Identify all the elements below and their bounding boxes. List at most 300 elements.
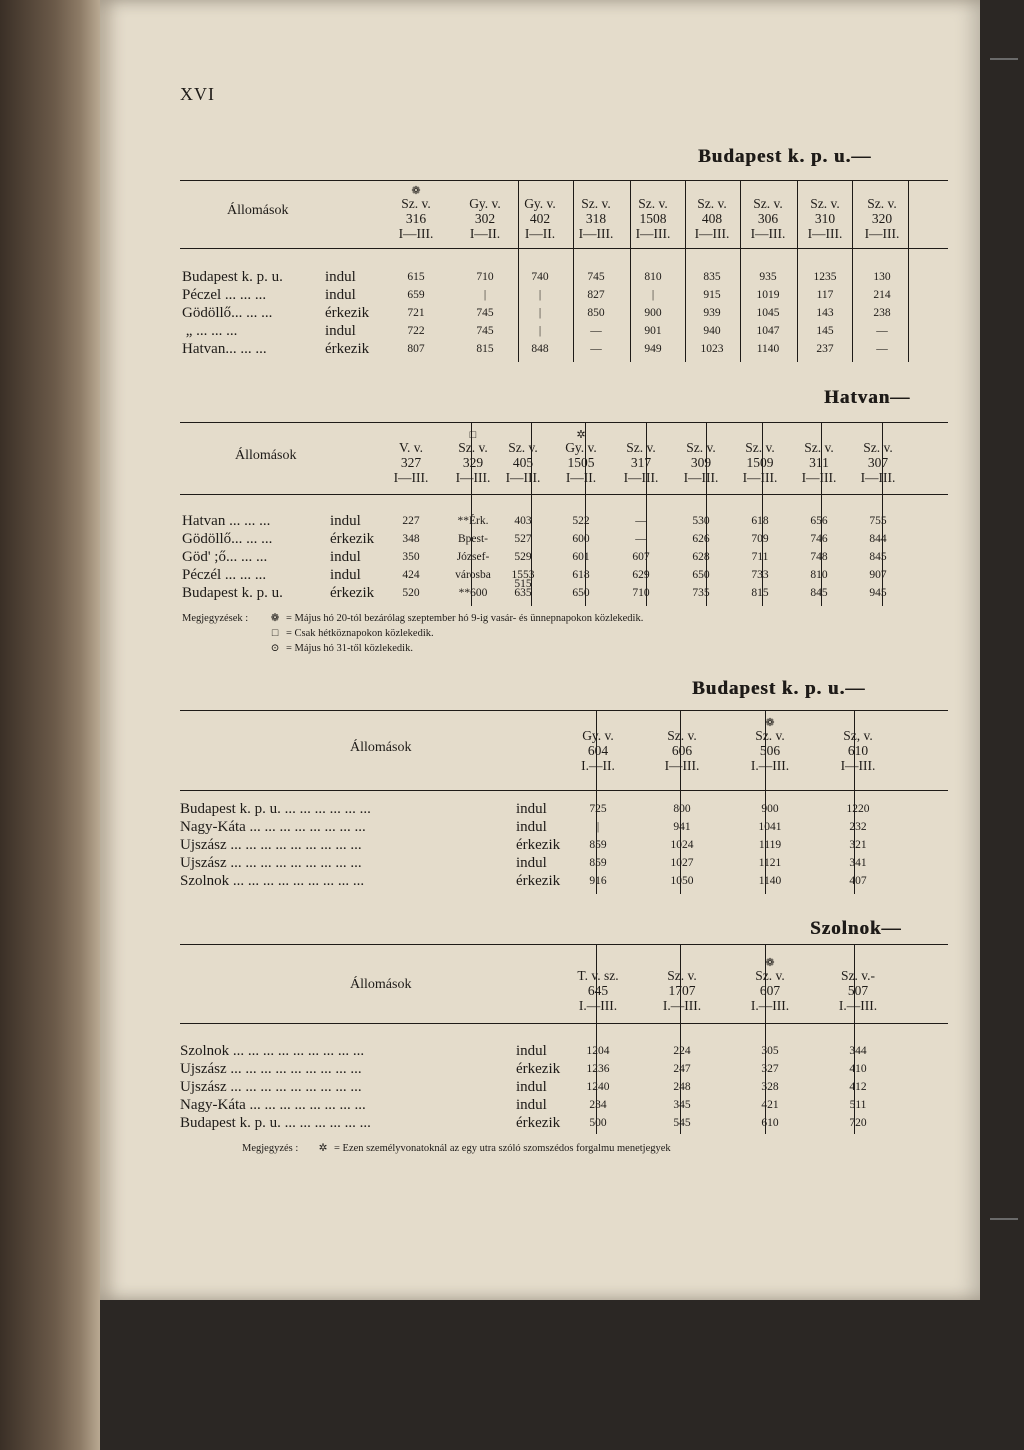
footnote-text: = Csak hétköznapokon közlekedik. (286, 628, 434, 639)
train-number: 320 (871, 211, 893, 226)
train-column-header (797, 186, 853, 241)
time-cell: 755 (869, 515, 887, 527)
page-number: XVI (180, 84, 215, 104)
train-number: 507 (847, 983, 869, 998)
stations-header: Állomások (350, 740, 412, 755)
station-action: indul (516, 819, 547, 835)
time-cell: 709 (751, 533, 769, 545)
time-cell: 421 (761, 1099, 779, 1111)
station-action: indul (516, 855, 547, 871)
station-action: érkezik (325, 305, 370, 321)
train-mark (823, 718, 893, 728)
train-class: I—III. (393, 470, 429, 485)
time-cell: 659 (407, 289, 425, 301)
time-cell: 740 (531, 271, 549, 283)
train-column-header (612, 430, 670, 485)
station-name: „ ... ... ... (182, 323, 238, 339)
time-cell: 915 (703, 289, 721, 301)
train-class: I—III. (664, 758, 700, 773)
station-name: Hatvan ... ... ... (182, 513, 271, 529)
time-cell: 835 (703, 271, 721, 283)
footnote-text: = Május hó 20-tól bezárólag szeptember hó 9-ig vasár- és ünnepnapokon közlekedik. (286, 613, 644, 624)
footnote-label: Megjegyzés : (242, 1143, 299, 1154)
time-cell: 745 (476, 307, 494, 319)
footnote-symbol-icon: ⊙ (270, 643, 280, 654)
station-name: Ujszász ... ... ... ... ... ... ... ... ... (180, 855, 362, 871)
station-name: Budapest k. p. u. (182, 585, 283, 601)
page-edge-mark (990, 58, 1018, 60)
train-column-header (823, 718, 893, 773)
train-column-header (568, 186, 624, 241)
time-cell: 344 (849, 1045, 867, 1057)
time-cell: 650 (572, 587, 590, 599)
train-number: 610 (847, 743, 869, 758)
station-name: Szolnok ... ... ... ... ... ... ... ... ... (180, 873, 365, 889)
station-action: indul (516, 1079, 547, 1095)
time-cell: — (876, 343, 888, 355)
time-cell: 529 (514, 551, 532, 563)
train-number: 302 (474, 211, 496, 226)
train-mark (740, 186, 796, 196)
time-cell: 403 (514, 515, 532, 527)
time-cell: 810 (644, 271, 662, 283)
footnote (182, 642, 413, 656)
time-cell: 941 (673, 821, 691, 833)
time-cell: 1220 (846, 803, 870, 815)
train-number: 1509 (746, 455, 774, 470)
train-class: I—III. (683, 470, 719, 485)
route-title: Budapest k. p. u.— (692, 678, 866, 699)
train-column-header (672, 430, 730, 485)
station-action: érkezik (330, 585, 375, 601)
time-cell: 827 (587, 289, 605, 301)
time-cell: 345 (673, 1099, 691, 1111)
train-mark (647, 958, 717, 968)
train-mark (797, 186, 853, 196)
time-cell: — (635, 515, 647, 527)
footnote-symbol-icon: □ (271, 628, 279, 639)
train-type: Gy. v. (469, 196, 501, 211)
train-column-header (552, 430, 610, 485)
table-rule (180, 944, 948, 945)
station-name: Péczel ... ... ... (182, 287, 267, 303)
train-type: Sz. v. (626, 440, 656, 455)
station-action: érkezik (330, 531, 375, 547)
train-class: I—II. (565, 470, 597, 485)
footnote-text: = Ezen személyvonatoknál az egy utra szóló szomszédos forgalmu menetjegyek (334, 1143, 671, 1154)
train-column-header (647, 958, 717, 1013)
table-rule (180, 248, 948, 249)
time-cell: 305 (761, 1045, 779, 1057)
time-cell: — (635, 533, 647, 545)
time-cell: 745 (476, 325, 494, 337)
time-cell: 117 (816, 289, 834, 301)
train-column-header (849, 430, 907, 485)
train-mark: ❁ (411, 185, 421, 197)
train-mark (512, 186, 568, 196)
time-cell: 945 (869, 587, 887, 599)
table-rule (180, 1023, 948, 1024)
time-cell: 600 (572, 533, 590, 545)
train-number: 327 (400, 455, 422, 470)
time-cell: 907 (869, 569, 887, 581)
time-cell: 800 (673, 803, 691, 815)
time-cell: 348 (402, 533, 420, 545)
timetable-page (100, 0, 980, 1300)
station-action: indul (325, 323, 356, 339)
train-column-header (457, 186, 513, 241)
time-cell: 735 (692, 587, 710, 599)
train-type: Sz. v. (458, 440, 488, 455)
train-number: 402 (529, 211, 551, 226)
time-cell: **600 (458, 587, 488, 599)
station-action: indul (516, 1043, 547, 1059)
time-cell: 350 (402, 551, 420, 563)
train-type: Sz. v. (755, 728, 785, 743)
train-type: Sz. v. (810, 196, 840, 211)
train-class: I—III. (505, 470, 541, 485)
station-name: Szolnok ... ... ... ... ... ... ... ... ... (180, 1043, 365, 1059)
train-class: I—III. (840, 758, 876, 773)
time-cell: 1204 (586, 1045, 610, 1057)
train-column-header (740, 186, 796, 241)
train-mark: □ (469, 429, 477, 441)
train-type: Sz. v. (745, 440, 775, 455)
train-mark: ❁ (765, 957, 775, 969)
train-type: Sz. v. (638, 196, 668, 211)
train-mark (612, 430, 670, 440)
time-cell: 656 (810, 515, 828, 527)
train-type: Sz. v. (867, 196, 897, 211)
time-cell: 618 (751, 515, 769, 527)
footnote-symbol-icon: ✲ (318, 1143, 328, 1154)
train-column-header (494, 430, 552, 485)
time-cell: 511 (849, 1099, 867, 1111)
stations-header: Állomások (235, 448, 297, 463)
station-action: indul (330, 513, 361, 529)
time-cell: — (590, 325, 602, 337)
time-cell: 545 (673, 1117, 691, 1129)
time-cell: 721 (407, 307, 425, 319)
table-rule (180, 790, 948, 791)
train-mark (854, 186, 910, 196)
time-cell: 720 (849, 1117, 867, 1129)
train-type: Sz. v. (667, 728, 697, 743)
time-cell: 1140 (758, 875, 782, 887)
time-cell: 610 (761, 1117, 779, 1129)
station-action: indul (516, 1097, 547, 1113)
time-cell: 1023 (700, 343, 724, 355)
station-name: Budapest k. p. u. (182, 269, 283, 285)
time-cell: 725 (589, 803, 607, 815)
train-type: Gy. v. (565, 440, 597, 455)
train-number: 316 (405, 211, 427, 226)
time-cell: 227 (402, 515, 420, 527)
train-column-header (684, 186, 740, 241)
train-class: I—III. (807, 226, 843, 241)
train-type: Sz. v. (755, 968, 785, 983)
train-mark: ❁ (765, 717, 775, 729)
train-mark (625, 186, 681, 196)
table-rule (180, 180, 948, 181)
time-cell: 145 (816, 325, 834, 337)
page-edge-mark (990, 1218, 1018, 1220)
time-cell: 710 (632, 587, 650, 599)
station-name: Gödöllő... ... ... (182, 531, 273, 547)
time-cell: 940 (703, 325, 721, 337)
station-name: Budapest k. p. u. ... ... ... ... ... ... (180, 1115, 371, 1131)
route-title: Szolnok— (810, 918, 902, 939)
time-cell: 247 (673, 1063, 691, 1075)
train-type: Sz. v.- (841, 968, 875, 983)
time-cell: 500 (589, 1117, 607, 1129)
train-mark (494, 430, 552, 440)
train-class: I.—III. (750, 998, 790, 1013)
time-cell: 900 (761, 803, 779, 815)
train-type: Sz. v. (804, 440, 834, 455)
station-name: Ujszász ... ... ... ... ... ... ... ... ... (180, 1079, 362, 1095)
time-cell: 748 (810, 551, 828, 563)
time-cell: 232 (849, 821, 867, 833)
station-action: indul (330, 567, 361, 583)
time-cell: 341 (849, 857, 867, 869)
train-mark (563, 958, 633, 968)
train-type: Gy. v. (582, 728, 614, 743)
footnote (182, 627, 434, 641)
time-cell: — (590, 343, 602, 355)
time-cell: 1019 (756, 289, 780, 301)
station-name: Nagy-Káta ... ... ... ... ... ... ... ... (180, 1097, 366, 1113)
time-cell: 601 (572, 551, 590, 563)
station-action: indul (516, 801, 547, 817)
route-title: Budapest k. p. u.— (698, 146, 872, 167)
train-mark (647, 718, 717, 728)
footnote-label: Megjegyzések : (182, 613, 249, 624)
train-mark (563, 718, 633, 728)
train-number: 405 (512, 455, 534, 470)
time-cell: 143 (816, 307, 834, 319)
footnote-symbol-icon: ❁ (270, 613, 280, 624)
time-cell: 412 (849, 1081, 867, 1093)
train-class: I—III. (864, 226, 900, 241)
train-type: V. v. (398, 440, 423, 455)
table-rule (180, 710, 948, 711)
time-cell: 815 (476, 343, 494, 355)
time-cell: 949 (644, 343, 662, 355)
station-name: Péczél ... ... ... (182, 567, 267, 583)
train-number: 1505 (567, 455, 595, 470)
train-number: 408 (701, 211, 723, 226)
train-number: 645 (587, 983, 609, 998)
time-cell: | (538, 325, 542, 337)
train-column-header (731, 430, 789, 485)
station-name: Budapest k. p. u. ... ... ... ... ... ... (180, 801, 371, 817)
footnote (182, 612, 643, 626)
train-class: I—II. (469, 226, 501, 241)
time-cell: 1027 (670, 857, 694, 869)
time-cell: — (876, 325, 888, 337)
stations-header: Állomások (350, 976, 412, 992)
train-mark (823, 958, 893, 968)
time-cell: 1140 (756, 343, 780, 355)
train-mark (684, 186, 740, 196)
time-cell: 530 (692, 515, 710, 527)
time-cell: 850 (587, 307, 605, 319)
train-number: 604 (587, 743, 609, 758)
train-column-header (735, 958, 805, 1013)
time-cell: 1119 (758, 839, 782, 851)
train-type: Sz, v. (843, 728, 873, 743)
station-action: indul (325, 269, 356, 285)
time-cell: 628 (692, 551, 710, 563)
time-cell: | (538, 289, 542, 301)
train-mark (568, 186, 624, 196)
time-cell: 615 (407, 271, 425, 283)
train-column-header (854, 186, 910, 241)
train-column-header (647, 718, 717, 773)
time-cell: 527 (514, 533, 532, 545)
train-column-header (388, 186, 444, 241)
station-name: Ujszász ... ... ... ... ... ... ... ... ... (180, 837, 362, 853)
time-cell: 321 (849, 839, 867, 851)
time-cell: 807 (407, 343, 425, 355)
train-number: 318 (585, 211, 607, 226)
time-cell: 629 (632, 569, 650, 581)
train-column-header (735, 718, 805, 773)
train-number: 607 (759, 983, 781, 998)
train-column-header (563, 718, 633, 773)
train-type: Sz. v. (581, 196, 611, 211)
train-class: I.—III. (838, 998, 878, 1013)
time-cell: 746 (810, 533, 828, 545)
train-class: I—III. (801, 470, 837, 485)
train-mark (790, 430, 848, 440)
time-cell: | (596, 821, 600, 833)
time-cell: 515 (514, 578, 532, 590)
train-class: I—III. (398, 226, 434, 241)
train-type: T. v. sz. (577, 968, 619, 983)
time-cell: 234 (589, 1099, 607, 1111)
time-cell: 1121 (758, 857, 782, 869)
time-cell: 845 (810, 587, 828, 599)
station-action: érkezik (325, 341, 370, 357)
train-class: I.—III. (750, 758, 790, 773)
time-cell: 328 (761, 1081, 779, 1093)
time-cell: 1041 (758, 821, 782, 833)
train-type: Sz. v. (508, 440, 538, 455)
train-column-header (790, 430, 848, 485)
time-cell: | (651, 289, 655, 301)
time-cell: **Érk. (457, 515, 489, 527)
station-action: érkezik (516, 873, 561, 889)
time-cell: 935 (759, 271, 777, 283)
train-class: I.—III. (578, 998, 618, 1013)
time-cell: 1045 (756, 307, 780, 319)
train-mark (731, 430, 789, 440)
time-cell: 520 (402, 587, 420, 599)
time-cell: 607 (632, 551, 650, 563)
time-cell: 900 (644, 307, 662, 319)
station-action: érkezik (516, 1061, 561, 1077)
train-column-header (823, 958, 893, 1013)
time-cell: 711 (751, 551, 769, 563)
train-number: 1707 (668, 983, 696, 998)
train-number: 329 (462, 455, 484, 470)
time-cell: 214 (873, 289, 891, 301)
train-number: 309 (690, 455, 712, 470)
station-action: indul (330, 549, 361, 565)
train-type: Sz. v. (401, 196, 431, 211)
time-cell: 224 (673, 1045, 691, 1057)
train-number: 506 (759, 743, 781, 758)
train-class: I—III. (635, 226, 671, 241)
time-cell: 1236 (586, 1063, 610, 1075)
train-class: I.—II. (581, 758, 615, 773)
train-number: 317 (630, 455, 652, 470)
stations-header: Állomások (227, 203, 289, 218)
time-cell: 618 (572, 569, 590, 581)
time-cell: 424 (402, 569, 420, 581)
time-cell: 845 (869, 551, 887, 563)
time-cell: 859 (589, 839, 607, 851)
table-rule (180, 422, 948, 423)
train-number: 306 (757, 211, 779, 226)
time-cell: 939 (703, 307, 721, 319)
time-cell: 745 (587, 271, 605, 283)
train-column-header (625, 186, 681, 241)
station-name: Gödöllő... ... ... (182, 305, 273, 321)
time-cell: 407 (849, 875, 867, 887)
time-cell: 522 (572, 515, 590, 527)
train-column-header (563, 958, 633, 1013)
train-type: Sz. v. (697, 196, 727, 211)
time-cell: 237 (816, 343, 834, 355)
time-cell: 815 (751, 587, 769, 599)
footnote (242, 1142, 671, 1156)
train-type: Gy. v. (524, 196, 556, 211)
train-number: 307 (867, 455, 889, 470)
time-cell: 848 (531, 343, 549, 355)
train-class: I—III. (742, 470, 778, 485)
time-cell: | (483, 289, 487, 301)
time-cell: 844 (869, 533, 887, 545)
time-cell: | (538, 307, 542, 319)
time-cell: 410 (849, 1063, 867, 1075)
time-cell: 1050 (670, 875, 694, 887)
footnote-text: = Május hó 31-től közlekedik. (286, 643, 413, 654)
train-mark (382, 430, 440, 440)
train-column-header (512, 186, 568, 241)
train-number: 1508 (639, 211, 667, 226)
station-name: Göd' ;ő... ... ... (182, 549, 268, 565)
station-action: érkezik (516, 837, 561, 853)
time-cell: 650 (692, 569, 710, 581)
time-cell: 238 (873, 307, 891, 319)
time-cell: 810 (810, 569, 828, 581)
route-title: Hatvan— (824, 387, 911, 408)
train-mark (457, 186, 513, 196)
time-cell: 635 (514, 587, 532, 599)
time-cell: József- (456, 551, 490, 563)
train-class: I.—III. (662, 998, 702, 1013)
time-cell: 248 (673, 1081, 691, 1093)
time-cell: 916 (589, 875, 607, 887)
train-type: Sz. v. (686, 440, 716, 455)
time-cell: 1047 (756, 325, 780, 337)
time-cell: Bpest- (457, 533, 489, 545)
time-cell: 1235 (813, 271, 837, 283)
train-class: I—III. (578, 226, 614, 241)
